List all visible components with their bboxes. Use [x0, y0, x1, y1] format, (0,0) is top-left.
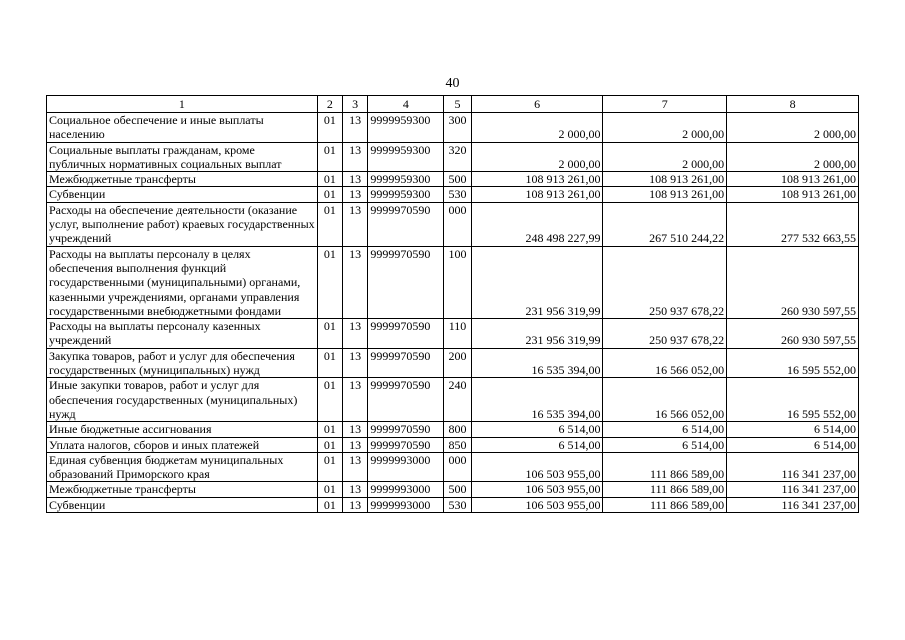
row-name-cell: Расходы на выплаты персоналу в целях обеспечения выполнения функций государственными (муниципальными) органами, казенными учреждениями, органами управления государственными внебюджетными фондами: [47, 246, 318, 318]
subsection-code-cell: 13: [342, 113, 367, 143]
section-code-cell: 01: [317, 482, 342, 497]
amount-col7-cell: 267 510 244,22: [603, 202, 727, 246]
expense-type-cell: 300: [444, 113, 471, 143]
table-header-row: [47, 96, 859, 113]
target-article-cell: 9999970590: [368, 422, 444, 437]
expense-type-cell: 110: [444, 319, 471, 349]
amount-col7-cell: 250 937 678,22: [603, 319, 727, 349]
row-name-cell: Иные закупки товаров, работ и услуг для обеспечения государственных (муниципальных) нужд: [47, 378, 318, 422]
expense-type-cell: 530: [444, 497, 471, 512]
table-row: [47, 172, 859, 187]
row-name-cell: Уплата налогов, сборов и иных платежей: [47, 437, 318, 452]
row-name-cell: Закупка товаров, работ и услуг для обеспечения государственных (муниципальных) нужд: [47, 348, 318, 378]
amount-col8-cell: 260 930 597,55: [727, 246, 859, 318]
expense-type-cell: 100: [444, 246, 471, 318]
section-code-cell: 01: [317, 348, 342, 378]
amount-col6-cell: 108 913 261,00: [471, 172, 603, 187]
row-name-cell: Иные бюджетные ассигнования: [47, 422, 318, 437]
column-header: 4: [368, 96, 444, 113]
subsection-code-cell: 13: [342, 142, 367, 172]
subsection-code-cell: 13: [342, 319, 367, 349]
section-code-cell: 01: [317, 422, 342, 437]
amount-col6-cell: 2 000,00: [471, 142, 603, 172]
amount-col7-cell: 2 000,00: [603, 113, 727, 143]
section-code-cell: 01: [317, 437, 342, 452]
amount-col8-cell: 6 514,00: [727, 422, 859, 437]
section-code-cell: 01: [317, 378, 342, 422]
expense-type-cell: 530: [444, 187, 471, 202]
budget-table: [46, 95, 859, 513]
target-article-cell: 9999959300: [368, 187, 444, 202]
column-header: 8: [727, 96, 859, 113]
table-row: [47, 378, 859, 422]
table-row: [47, 348, 859, 378]
table-body: [47, 113, 859, 513]
subsection-code-cell: 13: [342, 482, 367, 497]
row-name-cell: Субвенции: [47, 497, 318, 512]
column-header: 1: [47, 96, 318, 113]
amount-col8-cell: 116 341 237,00: [727, 497, 859, 512]
amount-col8-cell: 16 595 552,00: [727, 378, 859, 422]
target-article-cell: 9999970590: [368, 202, 444, 246]
subsection-code-cell: 13: [342, 202, 367, 246]
amount-col6-cell: 6 514,00: [471, 437, 603, 452]
table-row: [47, 482, 859, 497]
expense-type-cell: 500: [444, 172, 471, 187]
row-name-cell: Межбюджетные трансферты: [47, 482, 318, 497]
target-article-cell: 9999993000: [368, 452, 444, 482]
target-article-cell: 9999970590: [368, 348, 444, 378]
expense-type-cell: 500: [444, 482, 471, 497]
row-name-cell: Социальные выплаты гражданам, кроме публичных нормативных социальных выплат: [47, 142, 318, 172]
subsection-code-cell: 13: [342, 348, 367, 378]
expense-type-cell: 240: [444, 378, 471, 422]
target-article-cell: 9999970590: [368, 378, 444, 422]
amount-col8-cell: 16 595 552,00: [727, 348, 859, 378]
subsection-code-cell: 13: [342, 497, 367, 512]
subsection-code-cell: 13: [342, 452, 367, 482]
amount-col8-cell: 116 341 237,00: [727, 452, 859, 482]
amount-col6-cell: 231 956 319,99: [471, 246, 603, 318]
section-code-cell: 01: [317, 202, 342, 246]
target-article-cell: 9999993000: [368, 497, 444, 512]
section-code-cell: 01: [317, 497, 342, 512]
subsection-code-cell: 13: [342, 187, 367, 202]
expense-type-cell: 200: [444, 348, 471, 378]
page-number: 40: [445, 76, 460, 91]
table-row: [47, 246, 859, 318]
amount-col7-cell: 111 866 589,00: [603, 482, 727, 497]
expense-type-cell: 000: [444, 452, 471, 482]
section-code-cell: 01: [317, 142, 342, 172]
amount-col8-cell: 6 514,00: [727, 437, 859, 452]
table-row: [47, 202, 859, 246]
amount-col8-cell: 108 913 261,00: [727, 172, 859, 187]
column-header: 2: [317, 96, 342, 113]
table-row: [47, 142, 859, 172]
amount-col7-cell: 108 913 261,00: [603, 172, 727, 187]
subsection-code-cell: 13: [342, 437, 367, 452]
section-code-cell: 01: [317, 319, 342, 349]
table-row: [47, 187, 859, 202]
amount-col6-cell: 108 913 261,00: [471, 187, 603, 202]
section-code-cell: 01: [317, 172, 342, 187]
row-name-cell: Единая субвенция бюджетам муниципальных образований Приморского края: [47, 452, 318, 482]
column-header: 6: [471, 96, 603, 113]
amount-col6-cell: 2 000,00: [471, 113, 603, 143]
target-article-cell: 9999970590: [368, 246, 444, 318]
amount-col7-cell: 111 866 589,00: [603, 497, 727, 512]
expense-type-cell: 320: [444, 142, 471, 172]
amount-col6-cell: 106 503 955,00: [471, 452, 603, 482]
table-row: [47, 437, 859, 452]
target-article-cell: 9999959300: [368, 172, 444, 187]
target-article-cell: 9999970590: [368, 319, 444, 349]
amount-col8-cell: 2 000,00: [727, 142, 859, 172]
amount-col6-cell: 231 956 319,99: [471, 319, 603, 349]
table-row: [47, 319, 859, 349]
expense-type-cell: 850: [444, 437, 471, 452]
subsection-code-cell: 13: [342, 422, 367, 437]
amount-col8-cell: 260 930 597,55: [727, 319, 859, 349]
column-header: 3: [342, 96, 367, 113]
amount-col6-cell: 106 503 955,00: [471, 482, 603, 497]
section-code-cell: 01: [317, 246, 342, 318]
target-article-cell: 9999959300: [368, 142, 444, 172]
amount-col8-cell: 108 913 261,00: [727, 187, 859, 202]
amount-col7-cell: 6 514,00: [603, 437, 727, 452]
target-article-cell: 9999993000: [368, 482, 444, 497]
amount-col8-cell: 277 532 663,55: [727, 202, 859, 246]
amount-col7-cell: 2 000,00: [603, 142, 727, 172]
amount-col7-cell: 111 866 589,00: [603, 452, 727, 482]
amount-col6-cell: 248 498 227,99: [471, 202, 603, 246]
column-header: 7: [603, 96, 727, 113]
table-row: [47, 452, 859, 482]
amount-col6-cell: 106 503 955,00: [471, 497, 603, 512]
row-name-cell: Расходы на обеспечение деятельности (оказание услуг, выполнение работ) краевых государственных учреждений: [47, 202, 318, 246]
amount-col7-cell: 16 566 052,00: [603, 378, 727, 422]
column-header: 5: [444, 96, 471, 113]
amount-col6-cell: 16 535 394,00: [471, 348, 603, 378]
target-article-cell: 9999959300: [368, 113, 444, 143]
target-article-cell: 9999970590: [368, 437, 444, 452]
section-code-cell: 01: [317, 113, 342, 143]
row-name-cell: Межбюджетные трансферты: [47, 172, 318, 187]
expense-type-cell: 800: [444, 422, 471, 437]
subsection-code-cell: 13: [342, 246, 367, 318]
amount-col6-cell: 6 514,00: [471, 422, 603, 437]
table-row: [47, 422, 859, 437]
row-name-cell: Социальное обеспечение и иные выплаты населению: [47, 113, 318, 143]
subsection-code-cell: 13: [342, 172, 367, 187]
expense-type-cell: 000: [444, 202, 471, 246]
row-name-cell: Расходы на выплаты персоналу казенных учреждений: [47, 319, 318, 349]
amount-col8-cell: 2 000,00: [727, 113, 859, 143]
amount-col6-cell: 16 535 394,00: [471, 378, 603, 422]
section-code-cell: 01: [317, 452, 342, 482]
table-row: [47, 113, 859, 143]
row-name-cell: Субвенции: [47, 187, 318, 202]
table-row: [47, 497, 859, 512]
amount-col7-cell: 16 566 052,00: [603, 348, 727, 378]
amount-col7-cell: 6 514,00: [603, 422, 727, 437]
amount-col7-cell: 250 937 678,22: [603, 246, 727, 318]
subsection-code-cell: 13: [342, 378, 367, 422]
amount-col7-cell: 108 913 261,00: [603, 187, 727, 202]
section-code-cell: 01: [317, 187, 342, 202]
amount-col8-cell: 116 341 237,00: [727, 482, 859, 497]
